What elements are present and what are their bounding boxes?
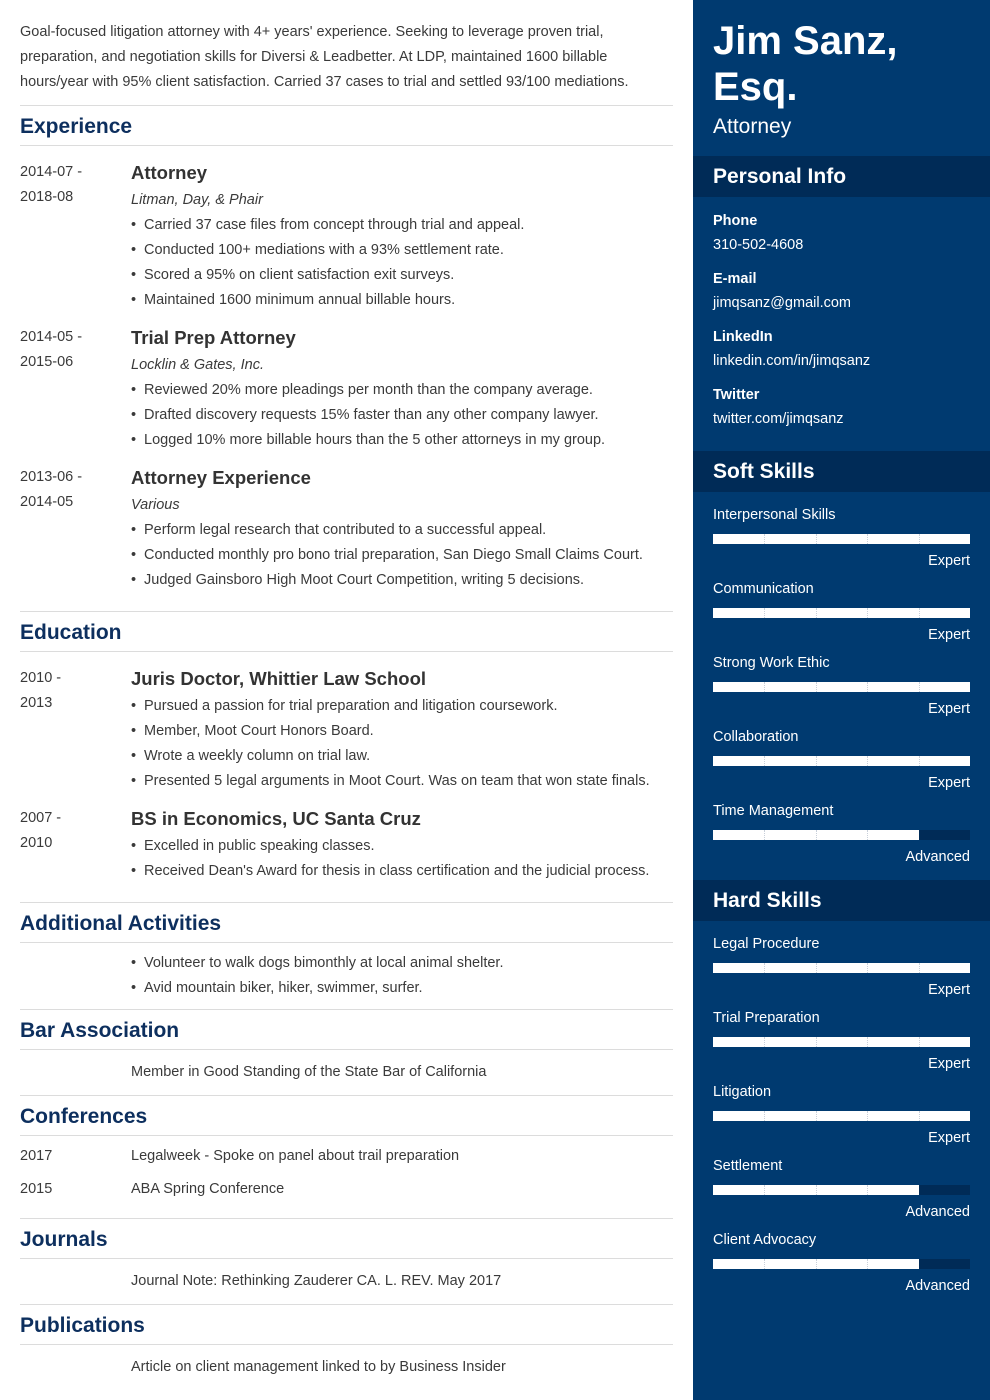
skill-name: Collaboration (713, 729, 799, 745)
bullet-list (20, 943, 673, 1009)
skill-name: Communication (713, 581, 814, 597)
skill-item (713, 933, 970, 1001)
personal-info (693, 197, 990, 451)
entry-date (20, 806, 131, 884)
skill-bar-tick (867, 1259, 868, 1269)
bullet-item: • Logged 10% more billable hours than the 5 other attorneys in my group. (131, 428, 673, 453)
skill-bar-tick (764, 608, 765, 618)
skill-name: Interpersonal Skills (713, 507, 836, 523)
skill-bar-tick (764, 1037, 765, 1047)
job-title: Trial Prep Attorney (131, 327, 296, 348)
date-end: 2010 (20, 835, 53, 851)
skill-bar-tick (816, 1037, 817, 1047)
bullet-item: • Scored a 95% on client satisfaction exit surveys. (131, 263, 673, 288)
bullet-item: • Drafted discovery requests 15% faster than any other company lawyer. (131, 403, 673, 428)
date-start: 2010 - (20, 670, 62, 686)
entry-date (20, 325, 131, 453)
date-start: 2007 - (20, 810, 62, 826)
entry-date (20, 465, 131, 593)
skill-bar-tick (867, 608, 868, 618)
publications-section (20, 1305, 673, 1390)
linkedin-value: linkedin.com/in/jimqsanz (713, 353, 871, 369)
skill-item (713, 578, 970, 646)
sidebar (693, 0, 990, 1400)
conference-text: Legalweek - Spoke on panel about trail preparation (131, 1148, 460, 1164)
skill-level-label: Expert (928, 627, 970, 643)
entry-date (20, 160, 131, 313)
skill-bar-tick (764, 534, 765, 544)
skill-level-bar-fill (713, 1037, 970, 1047)
candidate-name (693, 0, 990, 110)
skill-item (713, 652, 970, 720)
bullet-item: • Carried 37 case files from concept through trial and appeal. (131, 213, 673, 238)
skill-level-bar (713, 1259, 970, 1269)
bullet-item: • Maintained 1600 minimum annual billable hours. (131, 288, 673, 313)
journal-text: Journal Note: Rethinking Zauderer CA. L. REV. May 2017 (131, 1273, 502, 1289)
skill-item (713, 504, 970, 572)
skill-bar-tick (867, 830, 868, 840)
email-value: jimqsanz@gmail.com (713, 295, 852, 311)
experience-entry (20, 325, 673, 453)
section-title-publications: Publications (20, 1305, 673, 1345)
experience-entry (20, 465, 673, 593)
bullet-item: • Excelled in public speaking classes. (131, 834, 673, 859)
job-title: Attorney Experience (131, 467, 311, 488)
education-entry (20, 666, 673, 794)
skill-level-label: Expert (928, 701, 970, 717)
skill-bar-tick (816, 682, 817, 692)
skill-item (713, 1081, 970, 1149)
skill-bar-tick (919, 534, 920, 544)
skill-bar-tick (764, 830, 765, 840)
name-line-2: Esq. (713, 65, 798, 109)
skill-bar-tick (867, 1185, 868, 1195)
skill-level-bar (713, 756, 970, 766)
entry-date (20, 666, 131, 794)
skill-bar-tick (816, 1259, 817, 1269)
skill-bar-tick (816, 963, 817, 973)
twitter-label: Twitter (713, 387, 760, 403)
experience-section (20, 106, 673, 612)
hard-skills-list (693, 921, 990, 1309)
skill-name: Settlement (713, 1158, 783, 1174)
conference-text: ABA Spring Conference (131, 1181, 285, 1197)
sidebar-header-hard-skills: Hard Skills (693, 880, 990, 921)
section-title-activities: Additional Activities (20, 903, 673, 943)
skill-bar-tick (816, 1185, 817, 1195)
section-title-conferences: Conferences (20, 1096, 673, 1136)
bar-association-section (20, 1010, 673, 1096)
job-title: Attorney (131, 162, 208, 183)
bullet-item: • Member, Moot Court Honors Board. (131, 719, 673, 744)
conferences-section (20, 1096, 673, 1219)
skill-item (713, 726, 970, 794)
date-end: 2015-06 (20, 354, 74, 370)
skill-level-bar-fill (713, 682, 970, 692)
degree-title: Juris Doctor, Whittier Law School (131, 668, 427, 689)
skill-bar-tick (919, 1111, 920, 1121)
skill-level-bar (713, 1037, 970, 1047)
skill-bar-tick (764, 963, 765, 973)
skill-level-label: Advanced (905, 1278, 970, 1294)
conference-year: 2017 (20, 1148, 53, 1164)
skill-bar-tick (764, 756, 765, 766)
section-title-experience: Experience (20, 106, 673, 146)
date-start: 2013-06 - (20, 469, 83, 485)
bullet-list (131, 378, 673, 453)
summary: Goal-focused litigation attorney with 4+ years' experience. Seeking to leverage proven trial, preparation, and negotiation skills for Diversi & Leadbetter. At LDP, maintained 1600 billable hours/year with 95% client satisfaction. Carried 37 cases to trial and settled 93/100 mediations. (20, 0, 673, 106)
section-title-journals: Journals (20, 1219, 673, 1259)
company-name: Various (131, 497, 180, 513)
publication-text: Article on client management linked to by Business Insider (131, 1359, 506, 1375)
skill-bar-tick (816, 534, 817, 544)
skill-name: Legal Procedure (713, 936, 820, 952)
skill-bar-tick (764, 1185, 765, 1195)
bullet-list (131, 213, 673, 313)
skill-bar-tick (919, 682, 920, 692)
skill-level-label: Expert (928, 775, 970, 791)
company-name: Litman, Day, & Phair (131, 192, 263, 208)
candidate-role: Attorney (713, 115, 792, 138)
skill-level-bar (713, 963, 970, 973)
bullet-list (131, 834, 673, 884)
date-end: 2013 (20, 695, 53, 711)
bullet-list (131, 694, 673, 794)
skill-level-bar (713, 608, 970, 618)
skill-level-bar (713, 1185, 970, 1195)
section-title-education: Education (20, 612, 673, 652)
skill-item (713, 1229, 970, 1297)
skill-bar-tick (919, 1037, 920, 1047)
skill-bar-tick (816, 1111, 817, 1121)
skill-bar-tick (816, 756, 817, 766)
bullet-item: • Wrote a weekly column on trial law. (131, 744, 673, 769)
phone-label: Phone (713, 213, 758, 229)
degree-title: BS in Economics, UC Santa Cruz (131, 808, 421, 829)
skill-level-label: Expert (928, 982, 970, 998)
skill-level-bar-fill (713, 1111, 970, 1121)
skill-bar-tick (764, 1259, 765, 1269)
bullet-item: • Judged Gainsboro High Moot Court Competition, writing 5 decisions. (131, 568, 673, 593)
skill-level-bar-fill (713, 608, 970, 618)
soft-skills-list (693, 492, 990, 880)
skill-level-bar (713, 830, 970, 840)
name-line-1: Jim Sanz, (713, 19, 898, 63)
email-label: E-mail (713, 271, 757, 287)
skill-bar-tick (867, 682, 868, 692)
conference-item (20, 1144, 673, 1169)
date-start: 2014-07 - (20, 164, 83, 180)
skill-name: Strong Work Ethic (713, 655, 830, 671)
bullet-item: • Perform legal research that contributed to a successful appeal. (131, 518, 673, 543)
skill-level-bar-fill (713, 963, 970, 973)
skill-bar-tick (764, 1111, 765, 1121)
main-column (20, 0, 673, 1390)
education-section (20, 612, 673, 903)
activities-section (20, 903, 673, 1010)
skill-level-bar-fill (713, 756, 970, 766)
bullet-item: • Volunteer to walk dogs bimonthly at local animal shelter. (131, 951, 673, 976)
date-end: 2018-08 (20, 189, 74, 205)
skill-bar-tick (764, 682, 765, 692)
skill-level-label: Expert (928, 553, 970, 569)
conference-item (20, 1177, 673, 1202)
education-entry (20, 806, 673, 884)
skill-item (713, 1155, 970, 1223)
bullet-item: • Reviewed 20% more pleadings per month than the company average. (131, 378, 673, 403)
skill-bar-tick (816, 830, 817, 840)
skill-name: Litigation (713, 1084, 772, 1100)
company-name: Locklin & Gates, Inc. (131, 357, 264, 373)
experience-entry (20, 160, 673, 313)
skill-level-label: Expert (928, 1130, 970, 1146)
skill-level-label: Advanced (905, 849, 970, 865)
skill-bar-tick (867, 534, 868, 544)
skill-name: Time Management (713, 803, 834, 819)
journals-section (20, 1219, 673, 1305)
bullet-list (131, 518, 673, 593)
skill-item (713, 1007, 970, 1075)
skill-level-bar (713, 534, 970, 544)
date-start: 2014-05 - (20, 329, 83, 345)
bullet-item: • Pursued a passion for trial preparation and litigation coursework. (131, 694, 673, 719)
bullet-item: • Received Dean's Award for thesis in class certification and the judicial process. (131, 859, 673, 884)
skill-level-label: Expert (928, 1056, 970, 1072)
skill-level-bar-fill (713, 534, 970, 544)
skill-bar-tick (919, 756, 920, 766)
skill-bar-tick (816, 608, 817, 618)
bullet-item: • Presented 5 legal arguments in Moot Court. Was on team that won state finals. (131, 769, 673, 794)
section-title-bar-association: Bar Association (20, 1010, 673, 1050)
skill-bar-tick (867, 963, 868, 973)
skill-item (713, 800, 970, 868)
sidebar-header-soft-skills: Soft Skills (693, 451, 990, 492)
skill-level-label: Advanced (905, 1204, 970, 1220)
skill-level-bar (713, 682, 970, 692)
conference-year: 2015 (20, 1181, 53, 1197)
twitter-value: twitter.com/jimqsanz (713, 411, 844, 427)
date-end: 2014-05 (20, 494, 74, 510)
skill-bar-tick (867, 1111, 868, 1121)
sidebar-header-personal-info: Personal Info (693, 156, 990, 197)
bullet-item: • Conducted monthly pro bono trial preparation, San Diego Small Claims Court. (131, 543, 673, 568)
phone-value: 310-502-4608 (713, 237, 804, 253)
skill-level-bar (713, 1111, 970, 1121)
linkedin-label: LinkedIn (713, 329, 773, 345)
skill-name: Client Advocacy (713, 1232, 817, 1248)
skill-name: Trial Preparation (713, 1010, 820, 1026)
skill-bar-tick (919, 963, 920, 973)
bullet-item: • Avid mountain biker, hiker, swimmer, surfer. (131, 976, 673, 1001)
skill-bar-tick (867, 1037, 868, 1047)
bullet-item: • Conducted 100+ mediations with a 93% settlement rate. (131, 238, 673, 263)
skill-bar-tick (919, 608, 920, 618)
skill-bar-tick (867, 756, 868, 766)
bar-association-text: Member in Good Standing of the State Bar of California (131, 1064, 487, 1080)
